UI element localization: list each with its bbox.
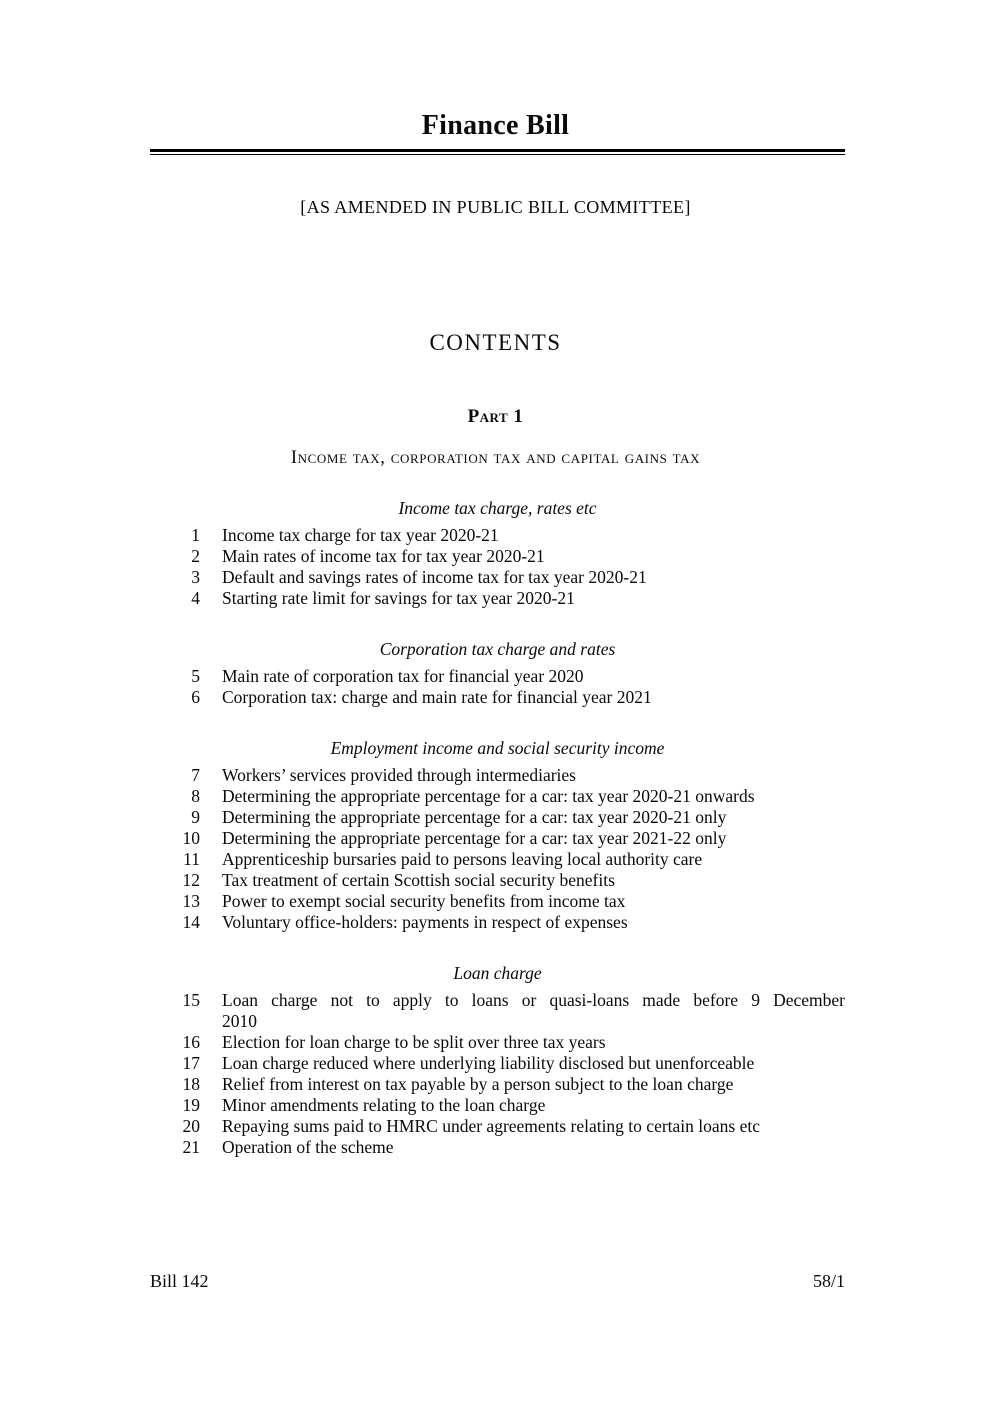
section-items xyxy=(150,765,845,933)
toc-item-text: Main rates of income tax for tax year 2020-21 xyxy=(222,546,545,566)
toc-item-text: Loan charge not to apply to loans or quasi-loans made before 9 December 2010 xyxy=(222,990,845,1031)
toc-item xyxy=(150,588,845,609)
toc-item xyxy=(150,765,845,786)
toc-section xyxy=(150,963,845,1158)
toc-item-text: Minor amendments relating to the loan charge xyxy=(222,1095,546,1115)
title-double-rule xyxy=(150,149,845,155)
toc-item-text: Corporation tax: charge and main rate for financial year 2021 xyxy=(222,687,652,707)
toc-item xyxy=(150,1116,845,1137)
toc-item-text: Relief from interest on tax payable by a person subject to the loan charge xyxy=(222,1074,734,1094)
toc-item-text: Loan charge reduced where underlying liability disclosed but unenforceable xyxy=(222,1053,755,1073)
toc-item xyxy=(150,687,845,708)
toc-item-number: 1 xyxy=(191,525,200,545)
footer-session-number: 58/1 xyxy=(812,1271,845,1291)
toc-item-text: Determining the appropriate percentage for a car: tax year 2020-21 onwards xyxy=(222,786,755,806)
toc-item-text: Apprenticeship bursaries paid to persons leaving local authority care xyxy=(222,849,703,869)
toc-item-number: 10 xyxy=(182,828,200,848)
toc-item xyxy=(150,849,845,870)
toc-item-number: 15 xyxy=(182,990,200,1010)
toc-item-number: 12 xyxy=(182,870,200,890)
toc-item xyxy=(150,786,845,807)
toc-item xyxy=(150,546,845,567)
footer-bill-number: Bill 142 xyxy=(150,1271,209,1291)
toc-item-number: 21 xyxy=(182,1137,200,1157)
toc-item-number: 13 xyxy=(182,891,200,911)
toc-item-text: Determining the appropriate percentage for a car: tax year 2021-22 only xyxy=(222,828,727,848)
section-heading: Income tax charge, rates etc xyxy=(398,498,597,518)
part-label: Part 1 xyxy=(467,406,524,427)
toc-item-number: 14 xyxy=(182,912,200,932)
section-heading: Corporation tax charge and rates xyxy=(379,639,616,659)
toc-item xyxy=(150,525,845,546)
amendment-subtitle: [AS AMENDED IN PUBLIC BILL COMMITTEE] xyxy=(300,197,691,217)
section-items xyxy=(150,525,845,609)
part-heading: Income tax, corporation tax and capital gains tax xyxy=(290,448,701,468)
toc-item-number: 8 xyxy=(191,786,200,806)
toc-item-text: Default and savings rates of income tax for tax year 2020-21 xyxy=(222,567,647,587)
document-title: Finance Bill xyxy=(421,110,570,141)
toc-item-text: Main rate of corporation tax for financial year 2020 xyxy=(222,666,584,686)
toc-item xyxy=(150,1095,845,1116)
toc-item-text: Election for loan charge to be split over three tax years xyxy=(222,1032,606,1052)
toc-item xyxy=(150,990,845,1032)
toc-item-number: 16 xyxy=(182,1032,200,1052)
toc-item-number: 5 xyxy=(191,666,200,686)
section-items xyxy=(150,990,845,1158)
section-items xyxy=(150,666,845,708)
toc-item-text: Power to exempt social security benefits from income tax xyxy=(222,891,626,911)
toc-item xyxy=(150,828,845,849)
toc-item-number: 2 xyxy=(191,546,200,566)
toc-item-text: Repaying sums paid to HMRC under agreements relating to certain loans etc xyxy=(222,1116,760,1136)
toc-item-text: Workers’ services provided through intermediaries xyxy=(222,765,576,785)
toc-item-number: 18 xyxy=(182,1074,200,1094)
toc-item xyxy=(150,666,845,687)
toc-item-number: 7 xyxy=(191,765,200,785)
toc-section xyxy=(150,738,845,933)
toc-item xyxy=(150,1032,845,1053)
toc-item xyxy=(150,912,845,933)
section-heading: Employment income and social security income xyxy=(330,738,665,758)
toc-section xyxy=(150,498,845,609)
toc-item-number: 3 xyxy=(191,567,200,587)
toc-item-text: Tax treatment of certain Scottish social security benefits xyxy=(222,870,615,890)
toc-item xyxy=(150,1053,845,1074)
toc-item xyxy=(150,870,845,891)
toc-item xyxy=(150,891,845,912)
toc-item-number: 6 xyxy=(191,687,200,707)
toc-item-text: Starting rate limit for savings for tax year 2020-21 xyxy=(222,588,575,608)
toc-item-number: 19 xyxy=(182,1095,200,1115)
toc-item-number: 9 xyxy=(191,807,200,827)
toc-item-number: 4 xyxy=(191,588,200,608)
toc-item-number: 17 xyxy=(182,1053,200,1073)
toc-item-text: Operation of the scheme xyxy=(222,1137,394,1157)
toc-item-text: Determining the appropriate percentage for a car: tax year 2020-21 only xyxy=(222,807,727,827)
page-footer xyxy=(150,1271,845,1292)
toc-item-number: 20 xyxy=(182,1116,200,1136)
section-heading: Loan charge xyxy=(453,963,542,983)
contents-heading: CONTENTS xyxy=(429,330,562,355)
toc-item-number: 11 xyxy=(183,849,200,869)
toc-item xyxy=(150,807,845,828)
toc-item xyxy=(150,1074,845,1095)
toc-item-text: Voluntary office-holders: payments in respect of expenses xyxy=(222,912,628,932)
toc-item xyxy=(150,1137,845,1158)
toc-item-text: Income tax charge for tax year 2020-21 xyxy=(222,525,499,545)
toc-item xyxy=(150,567,845,588)
toc-section xyxy=(150,639,845,708)
toc-sections xyxy=(150,498,845,1158)
